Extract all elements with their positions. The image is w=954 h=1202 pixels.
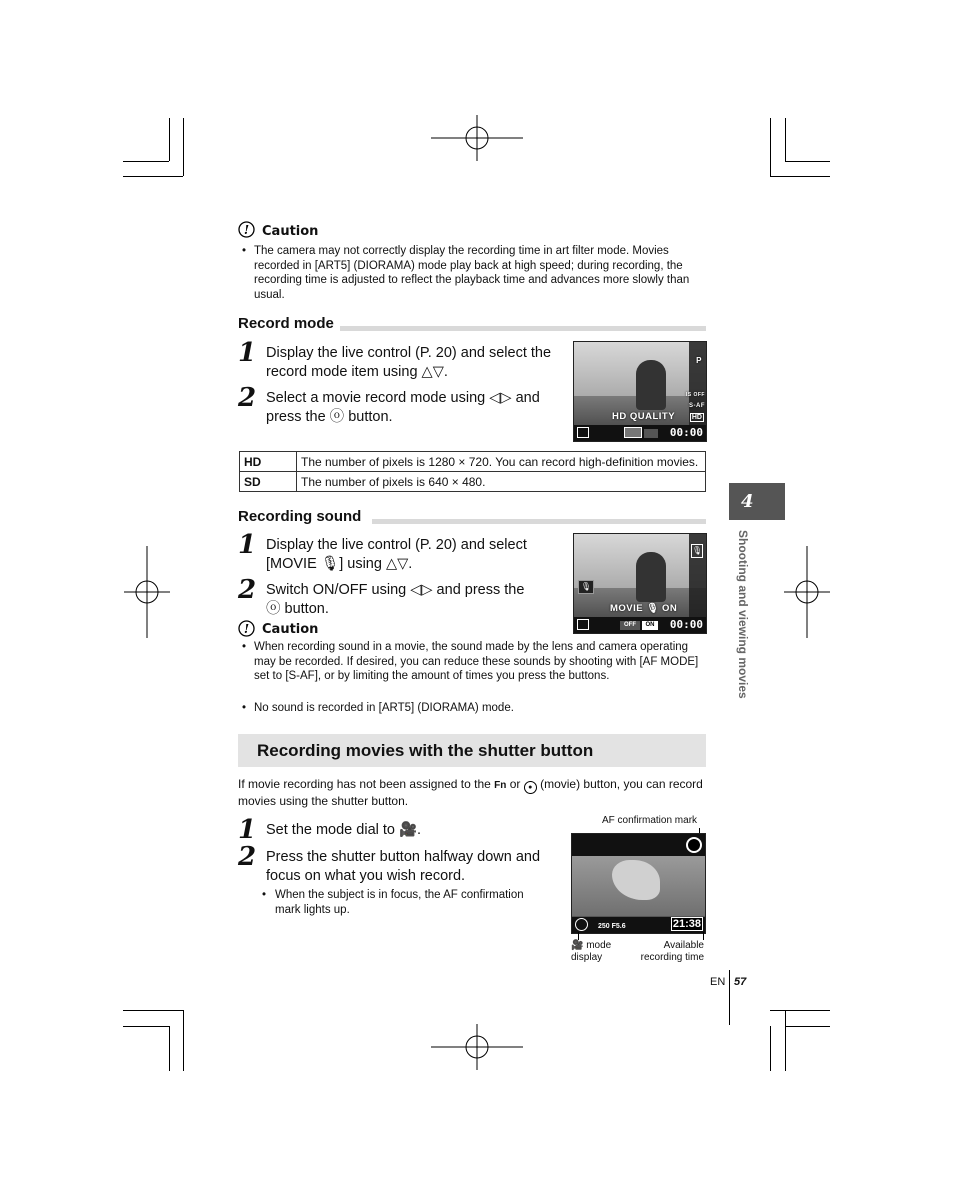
mode-display-label: 🎥 mode display bbox=[571, 940, 612, 963]
step-text: Set the mode dial to 🎥. bbox=[266, 822, 422, 838]
option-off: OFF bbox=[620, 621, 640, 630]
caution-icon bbox=[238, 620, 255, 637]
section-title-record-mode: Record mode bbox=[238, 315, 334, 332]
caution-title: Caution bbox=[262, 622, 319, 637]
intro-paragraph: If movie recording has not been assigned to the Fn or ● (movie) button, you can record movies using the shutter button. bbox=[238, 777, 703, 808]
step-number: 2 bbox=[238, 383, 257, 413]
registration-mark-bottom bbox=[431, 1024, 523, 1070]
registration-mark-top bbox=[431, 115, 523, 161]
footer-lang: EN bbox=[710, 976, 726, 988]
movie-button-icon: ● bbox=[524, 781, 537, 794]
screen-label: MOVIE 🎙 ON bbox=[610, 603, 678, 614]
exposure-readout: 250 F5.6 bbox=[598, 923, 626, 930]
svg-text:!: ! bbox=[243, 622, 250, 636]
table-key: HD bbox=[240, 452, 297, 472]
table-value: The number of pixels is 640 × 480. bbox=[297, 472, 706, 492]
caution-title: Caution bbox=[262, 224, 319, 239]
camera-screen-movie-sound bbox=[573, 533, 707, 634]
step-text: Switch ON/OFF using ◁▷ and press the ⓞ button. bbox=[266, 582, 525, 617]
footer-divider bbox=[729, 970, 730, 1025]
available-time: 21:38 bbox=[672, 918, 701, 930]
camera-screen-shutter bbox=[571, 833, 706, 934]
af-confirmation-icon bbox=[686, 837, 702, 853]
caution-icon bbox=[238, 221, 255, 238]
movie-mode-icon bbox=[577, 619, 589, 630]
step-bullet: • When the subject is in focus, the AF confirmation mark lights up. bbox=[262, 889, 524, 916]
step-text: Display the live control (P. 20) and select the record mode item using △▽. bbox=[266, 345, 552, 380]
screen-label: HD QUALITY bbox=[612, 411, 676, 422]
table-row bbox=[240, 452, 706, 472]
caution-bullet: • No sound is recorded in [ART5] (DIORAMA) mode. bbox=[242, 702, 514, 714]
table-key: SD bbox=[240, 472, 297, 492]
step-text: Display the live control (P. 20) and select [MOVIE 🎙] using △▽. bbox=[266, 537, 527, 572]
movie-mode-icon bbox=[575, 918, 588, 931]
subject-figure bbox=[636, 552, 666, 602]
camera-screen-hd-quality bbox=[573, 341, 707, 442]
section-header-shutter bbox=[238, 734, 706, 767]
recording-time: 00:00 bbox=[669, 426, 703, 439]
side-item-mode: P bbox=[696, 356, 702, 365]
section-title-recording-sound: Recording sound bbox=[238, 508, 362, 525]
table-row bbox=[240, 472, 706, 492]
section-divider bbox=[340, 326, 706, 331]
step-number: 2 bbox=[238, 842, 257, 872]
chapter-sidebar: Shooting and viewing movies bbox=[736, 530, 750, 699]
time-leader-line bbox=[703, 932, 704, 940]
table-value: The number of pixels is 1280 × 720. You can record high-definition movies. bbox=[297, 452, 706, 472]
registration-mark-right bbox=[784, 546, 830, 638]
step-number: 1 bbox=[238, 338, 257, 368]
movie-mode-icon bbox=[577, 427, 589, 438]
mode-leader-line bbox=[578, 932, 579, 940]
fn-icon: Fn bbox=[494, 780, 507, 791]
record-mode-table bbox=[239, 451, 706, 492]
step-text: Press the shutter button halfway down and focus on what you wish record. bbox=[266, 849, 541, 884]
step-text: Select a movie record mode using ◁▷ and press the ⓞ button. bbox=[266, 390, 540, 425]
subject-figure bbox=[636, 360, 666, 410]
section-divider bbox=[372, 519, 706, 524]
option-sd bbox=[644, 429, 658, 438]
caution-bullet: • The camera may not correctly display the recording time in art filter mode. Movies recorded in [ART5] (DIORAMA) mode play back at high speed; during recording, the recording time is adjusted to reflect the playback time and advances more slowly than usual. bbox=[242, 245, 690, 301]
registration-mark-left bbox=[124, 546, 170, 638]
af-confirmation-label: AF confirmation mark bbox=[602, 815, 698, 826]
option-on: ON bbox=[642, 621, 658, 630]
section-header-title: Recording movies with the shutter button bbox=[257, 741, 594, 760]
microphone-badge-icon: 🎙 bbox=[578, 580, 594, 594]
available-time-label: Available recording time bbox=[640, 940, 704, 963]
caution-bullet: • When recording sound in a movie, the sound made by the lens and camera operating may be recorded. If desired, you can reduce these sounds by shooting with [AF MODE] set to [S-AF], or by limiting the amount of times you press the buttons. bbox=[242, 641, 699, 682]
chapter-tab: 4 bbox=[729, 483, 785, 520]
side-item-af: S-AF bbox=[689, 403, 705, 409]
step-number: 1 bbox=[238, 815, 257, 845]
option-hd bbox=[624, 427, 642, 438]
svg-text:!: ! bbox=[243, 223, 250, 237]
recording-time: 00:00 bbox=[669, 618, 703, 631]
side-item-is: IS OFF bbox=[685, 392, 705, 398]
microphone-icon: 🎙 bbox=[691, 544, 703, 558]
step-number: 1 bbox=[238, 530, 257, 560]
hd-icon: HD bbox=[691, 414, 702, 421]
step-number: 2 bbox=[238, 575, 257, 605]
page-number: 57 bbox=[734, 976, 747, 988]
